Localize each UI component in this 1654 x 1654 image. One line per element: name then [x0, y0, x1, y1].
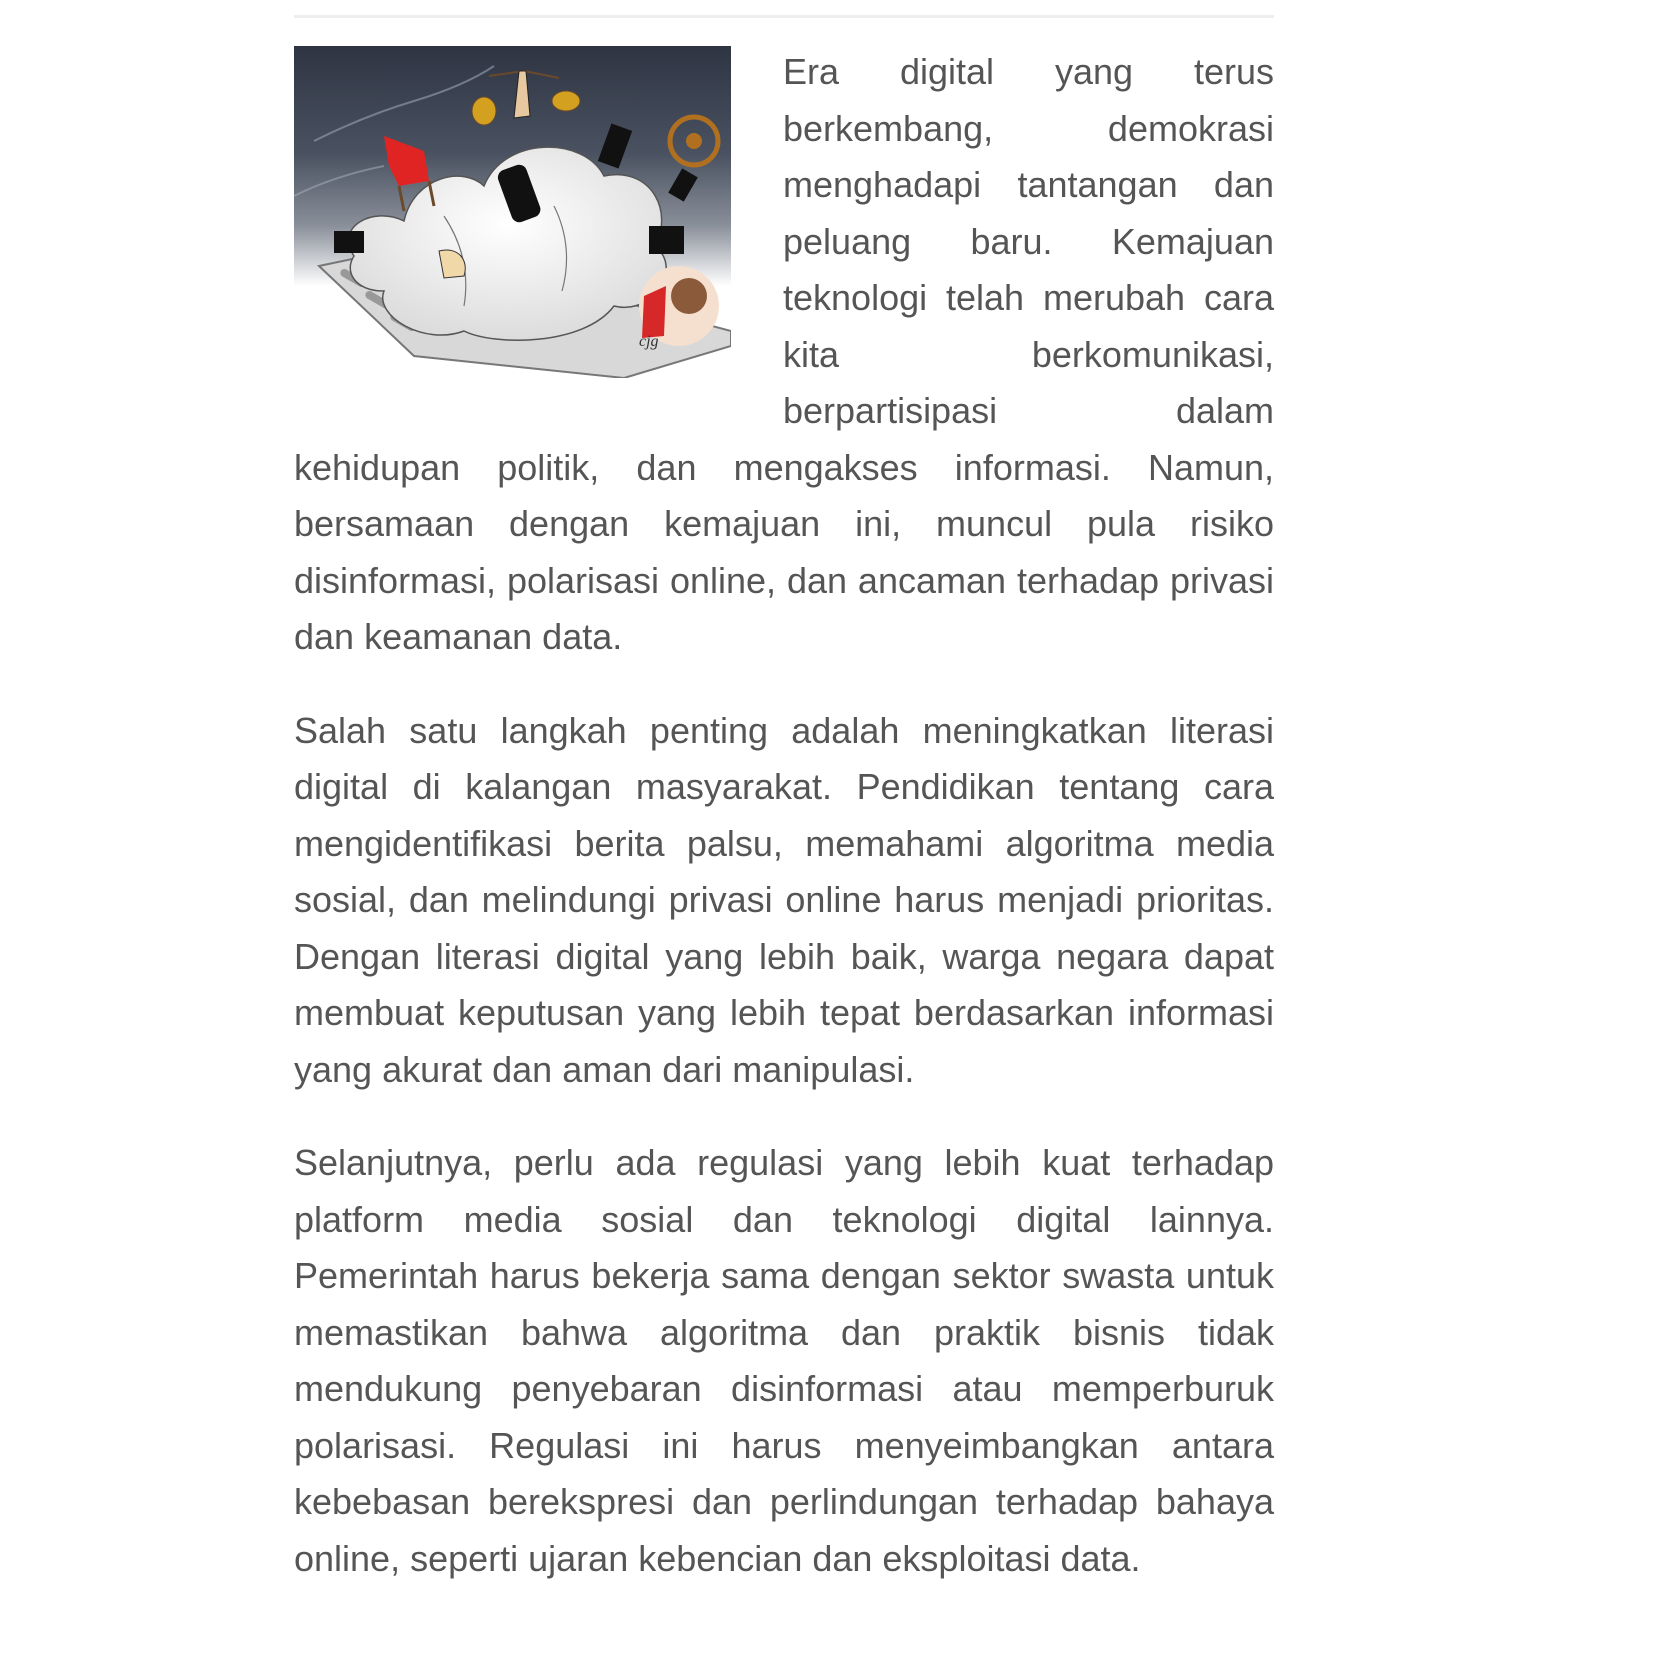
- article-illustration: [294, 46, 731, 378]
- article-body: [294, 0, 1274, 1624]
- paragraph-3: Selanjutnya, perlu ada regulasi yang lebih kuat terhadap platform media sosial dan teknologi digital lainnya. Pemerintah harus bekerja sama dengan sektor swasta untuk memastikan bahwa algoritma dan praktik bisnis tidak mendukung penyebaran disinformasi atau memperburuk polarisasi. Regulasi ini harus menyeimbangkan antara kebebasan berekspresi dan perlindungan terhadap bahaya online, seperti ujaran kebencian dan eksploitasi data.: [294, 1142, 1274, 1579]
- divider: [294, 15, 1274, 18]
- cartoon-image: [294, 46, 731, 378]
- svg-text:cjg: cjg: [639, 333, 659, 350]
- paragraph-1: Era digital yang terus berkembang, demokrasi menghadapi tantangan dan peluang baru. Kemajuan teknologi telah merubah cara kita berkomunikasi, berpartisipasi dalam kehidupan politik, dan mengakses informasi. Namun, bersamaan dengan kemajuan ini, muncul pula risiko disinformasi, polarisasi online, dan ancaman terhadap privasi dan keamanan data.: [294, 51, 1274, 657]
- paragraph-2: Salah satu langkah penting adalah meningkatkan literasi digital di kalangan masyarakat. Pendidikan tentang cara mengidentifikasi berita palsu, memahami algoritma media sosial, dan melindungi privasi online harus menjadi prioritas. Dengan literasi digital yang lebih baik, warga negara dapat membuat keputusan yang lebih tepat berdasarkan informasi yang akurat dan aman dari manipulasi.: [294, 709, 1274, 1090]
